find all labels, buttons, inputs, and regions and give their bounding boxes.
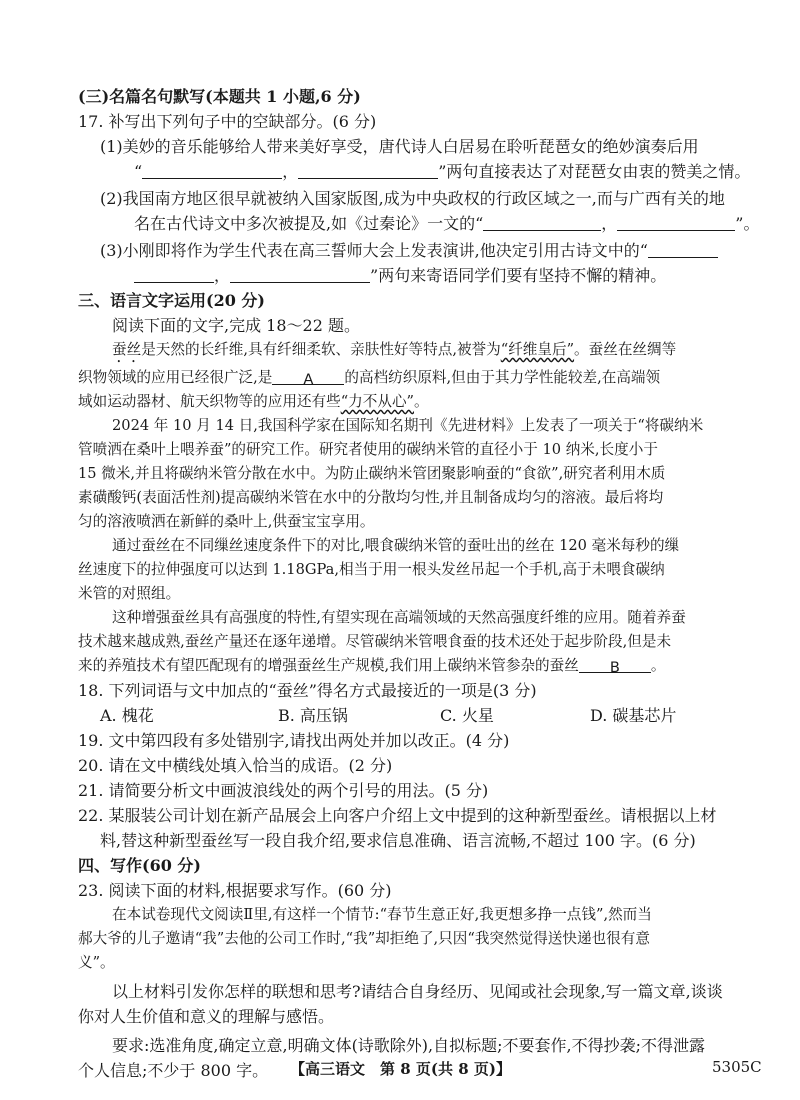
q18-option-c[interactable]: C. 火星 xyxy=(440,706,494,725)
passage-para2-line: 素磺酸钙(表面活性剂)提高碳纳米管在水中的分散均匀性,并且制备成均匀的溶液。最后将均 xyxy=(78,489,664,506)
section-heading-recitation: (三)名篇名句默写(本题共 1 小题,6 分) xyxy=(78,87,361,106)
q17-part2-line1: (2)我国南方地区很早就被纳入国家版图,成为中央政权的行政区域之一,而与广西有关的地 xyxy=(100,189,725,208)
answer-blank[interactable] xyxy=(230,266,370,283)
q19-stem: 19. 文中第四段有多处错别字,请找出两处并加以改正。(4 分) xyxy=(78,731,510,750)
reading-intro: 阅读下面的文字,完成 18～22 题。 xyxy=(112,316,360,335)
blank-a[interactable]: A xyxy=(272,368,344,385)
section-heading-language: 三、语言文字运用(20 分) xyxy=(78,291,265,310)
q17-part2-line2: 名在古代诗文中多次被提及,如《过秦论》一文的“ ， ”。 xyxy=(134,214,760,233)
answer-blank[interactable] xyxy=(648,241,718,258)
q18-option-d[interactable]: D. 碳基芯片 xyxy=(590,706,677,725)
passage-para1-line2: 织物领域的应用已经很广泛,是 A 的高档纺织原料,但由于其力学性能较差,在高端领 xyxy=(78,369,661,388)
q21-stem: 21. 请简要分析文中画波浪线处的两个引号的用法。(5 分) xyxy=(78,781,489,800)
material-line: 郝大爷的儿子邀请“我”去他的公司工作时,“我”却拒绝了,只因“我突然觉得送快递也很有意 xyxy=(78,930,650,947)
q17-part3-line1: (3)小刚即将作为学生代表在高三誓师大会上发表演讲,他决定引用古诗文中的“ xyxy=(78,236,758,263)
q17-stem: 17. 补写出下列句子中的空缺部分。(6 分) xyxy=(78,112,377,131)
writing-requirement-line: 个人信息;不少于 800 字。 xyxy=(78,1061,269,1080)
q20-stem: 20. 请在文中横线处填入恰当的成语。(2 分) xyxy=(78,756,393,775)
q17-part3-line2: ， ”两句来寄语同学们要有坚持不懈的精神。 xyxy=(78,263,758,288)
passage-para4-line: 来的养殖技术有望匹配现有的增强蚕丝生产规模,我们用上碳纳米管参杂的蚕丝 B 。 xyxy=(78,657,666,676)
section-heading-writing: 四、写作(60 分) xyxy=(78,856,201,875)
exam-page xyxy=(78,84,758,1083)
page-number: 【高三语文 第 8 页(共 8 页)】 xyxy=(290,1060,511,1078)
answer-blank[interactable] xyxy=(483,214,601,231)
passage-para1-line3: 域如运动器材、航天织物等的应用还有些“力不从心”。 xyxy=(78,393,429,410)
passage-para1-line1: 蚕丝是天然的长纤维,具有纤细柔软、亲肤性好等特点,被誉为“纤维皇后”。蚕丝在丝绸等 xyxy=(112,341,677,358)
passage-para4-line: 这种增强蚕丝具有高强度的特性,有望实现在高端领域的天然高强度纤维的应用。随着养蚕 xyxy=(112,609,686,626)
answer-blank[interactable] xyxy=(142,162,282,179)
dotted-term: 蚕丝 xyxy=(112,341,142,358)
q18-stem: 18. 下列词语与文中加点的“蚕丝”得名方式最接近的一项是(3 分) xyxy=(78,681,537,700)
passage-para3-line: 米管的对照组。 xyxy=(78,585,181,602)
q23-stem: 23. 阅读下面的材料,根据要求写作。(60 分) xyxy=(78,881,392,900)
passage-para4-line: 技术越来越成熟,蚕丝产量还在逐年递增。尽管碳纳米管喂食蚕的技术还处于起步阶段,但是未 xyxy=(78,633,672,650)
passage-para3-line: 丝速度下的拉伸强度可以达到 1.18GPa,相当于用一根头发丝吊起一个手机,高于未喂食碳纳 xyxy=(78,561,665,578)
blank-b[interactable]: B xyxy=(579,656,651,673)
material-line: 在本试卷现代文阅读Ⅱ里,有这样一个情节:“春节生意正好,我更想多挣一点钱”,然而当 xyxy=(112,906,652,923)
q17-part1-line2: “ ， ”两句直接表达了对琵琶女由衷的赞美之情。 xyxy=(134,162,751,181)
writing-requirement-line: 要求:选准角度,确定立意,明确文体(诗歌除外),自拟标题;不要套作,不得抄袭;不得泄露 xyxy=(112,1036,706,1055)
wavy-quote: “纤维皇后” xyxy=(500,341,575,358)
passage-para2-line: 2024 年 10 月 14 日,我国科学家在国际知名期刊《先进材料》上发表了一项关于“将碳纳米 xyxy=(112,417,704,434)
answer-blank[interactable] xyxy=(298,162,438,179)
material-line: 义”。 xyxy=(78,954,115,971)
writing-prompt-line: 你对人生价值和意义的理解与感悟。 xyxy=(78,1007,335,1026)
wavy-quote: “力不从心” xyxy=(340,393,415,410)
q18-options xyxy=(78,703,758,728)
q17-part1-line1: (1)美妙的音乐能够给人带来美好享受，唐代诗人白居易在聆听琵琶女的绝妙演奏后用 xyxy=(100,137,699,156)
passage-para3-line: 通过蚕丝在不同缫丝速度条件下的对比,喂食碳纳米管的蚕吐出的丝在 120 毫米每秒的缫 xyxy=(112,537,680,554)
q18-option-a[interactable]: A. 槐花 xyxy=(100,706,154,725)
q22-stem-line1: 22. 某服装公司计划在新产品展会上向客户介绍上文中提到的这种新型蚕丝。请根据以上材 xyxy=(78,806,717,825)
passage-para2-line: 15 微米,并且将碳纳米管分散在水中。为防止碳纳米管团聚影响蚕的“食欲”,研究者利用木质 xyxy=(78,465,666,482)
passage-para2-line: 匀的溶液喷洒在新鲜的桑叶上,供蚕宝宝享用。 xyxy=(78,513,375,530)
paper-code: 5305C xyxy=(712,1058,762,1076)
q18-option-b[interactable]: B. 高压锅 xyxy=(278,706,348,725)
passage-para2-line: 管喷洒在桑叶上喂养蚕”的研究工作。研究者使用的碳纳米管的直径小于 10 纳米,长度小于 xyxy=(78,441,658,458)
q22-stem-line2: 料,替这种新型蚕丝写一段自我介绍,要求信息准确、语言流畅,不超过 100 字。(6 分) xyxy=(100,831,696,850)
answer-blank[interactable] xyxy=(617,214,735,231)
answer-blank[interactable] xyxy=(134,266,214,283)
writing-prompt-line: 以上材料引发你怎样的联想和思考?请结合自身经历、见闻或社会现象,写一篇文章,谈谈 xyxy=(112,982,723,1001)
